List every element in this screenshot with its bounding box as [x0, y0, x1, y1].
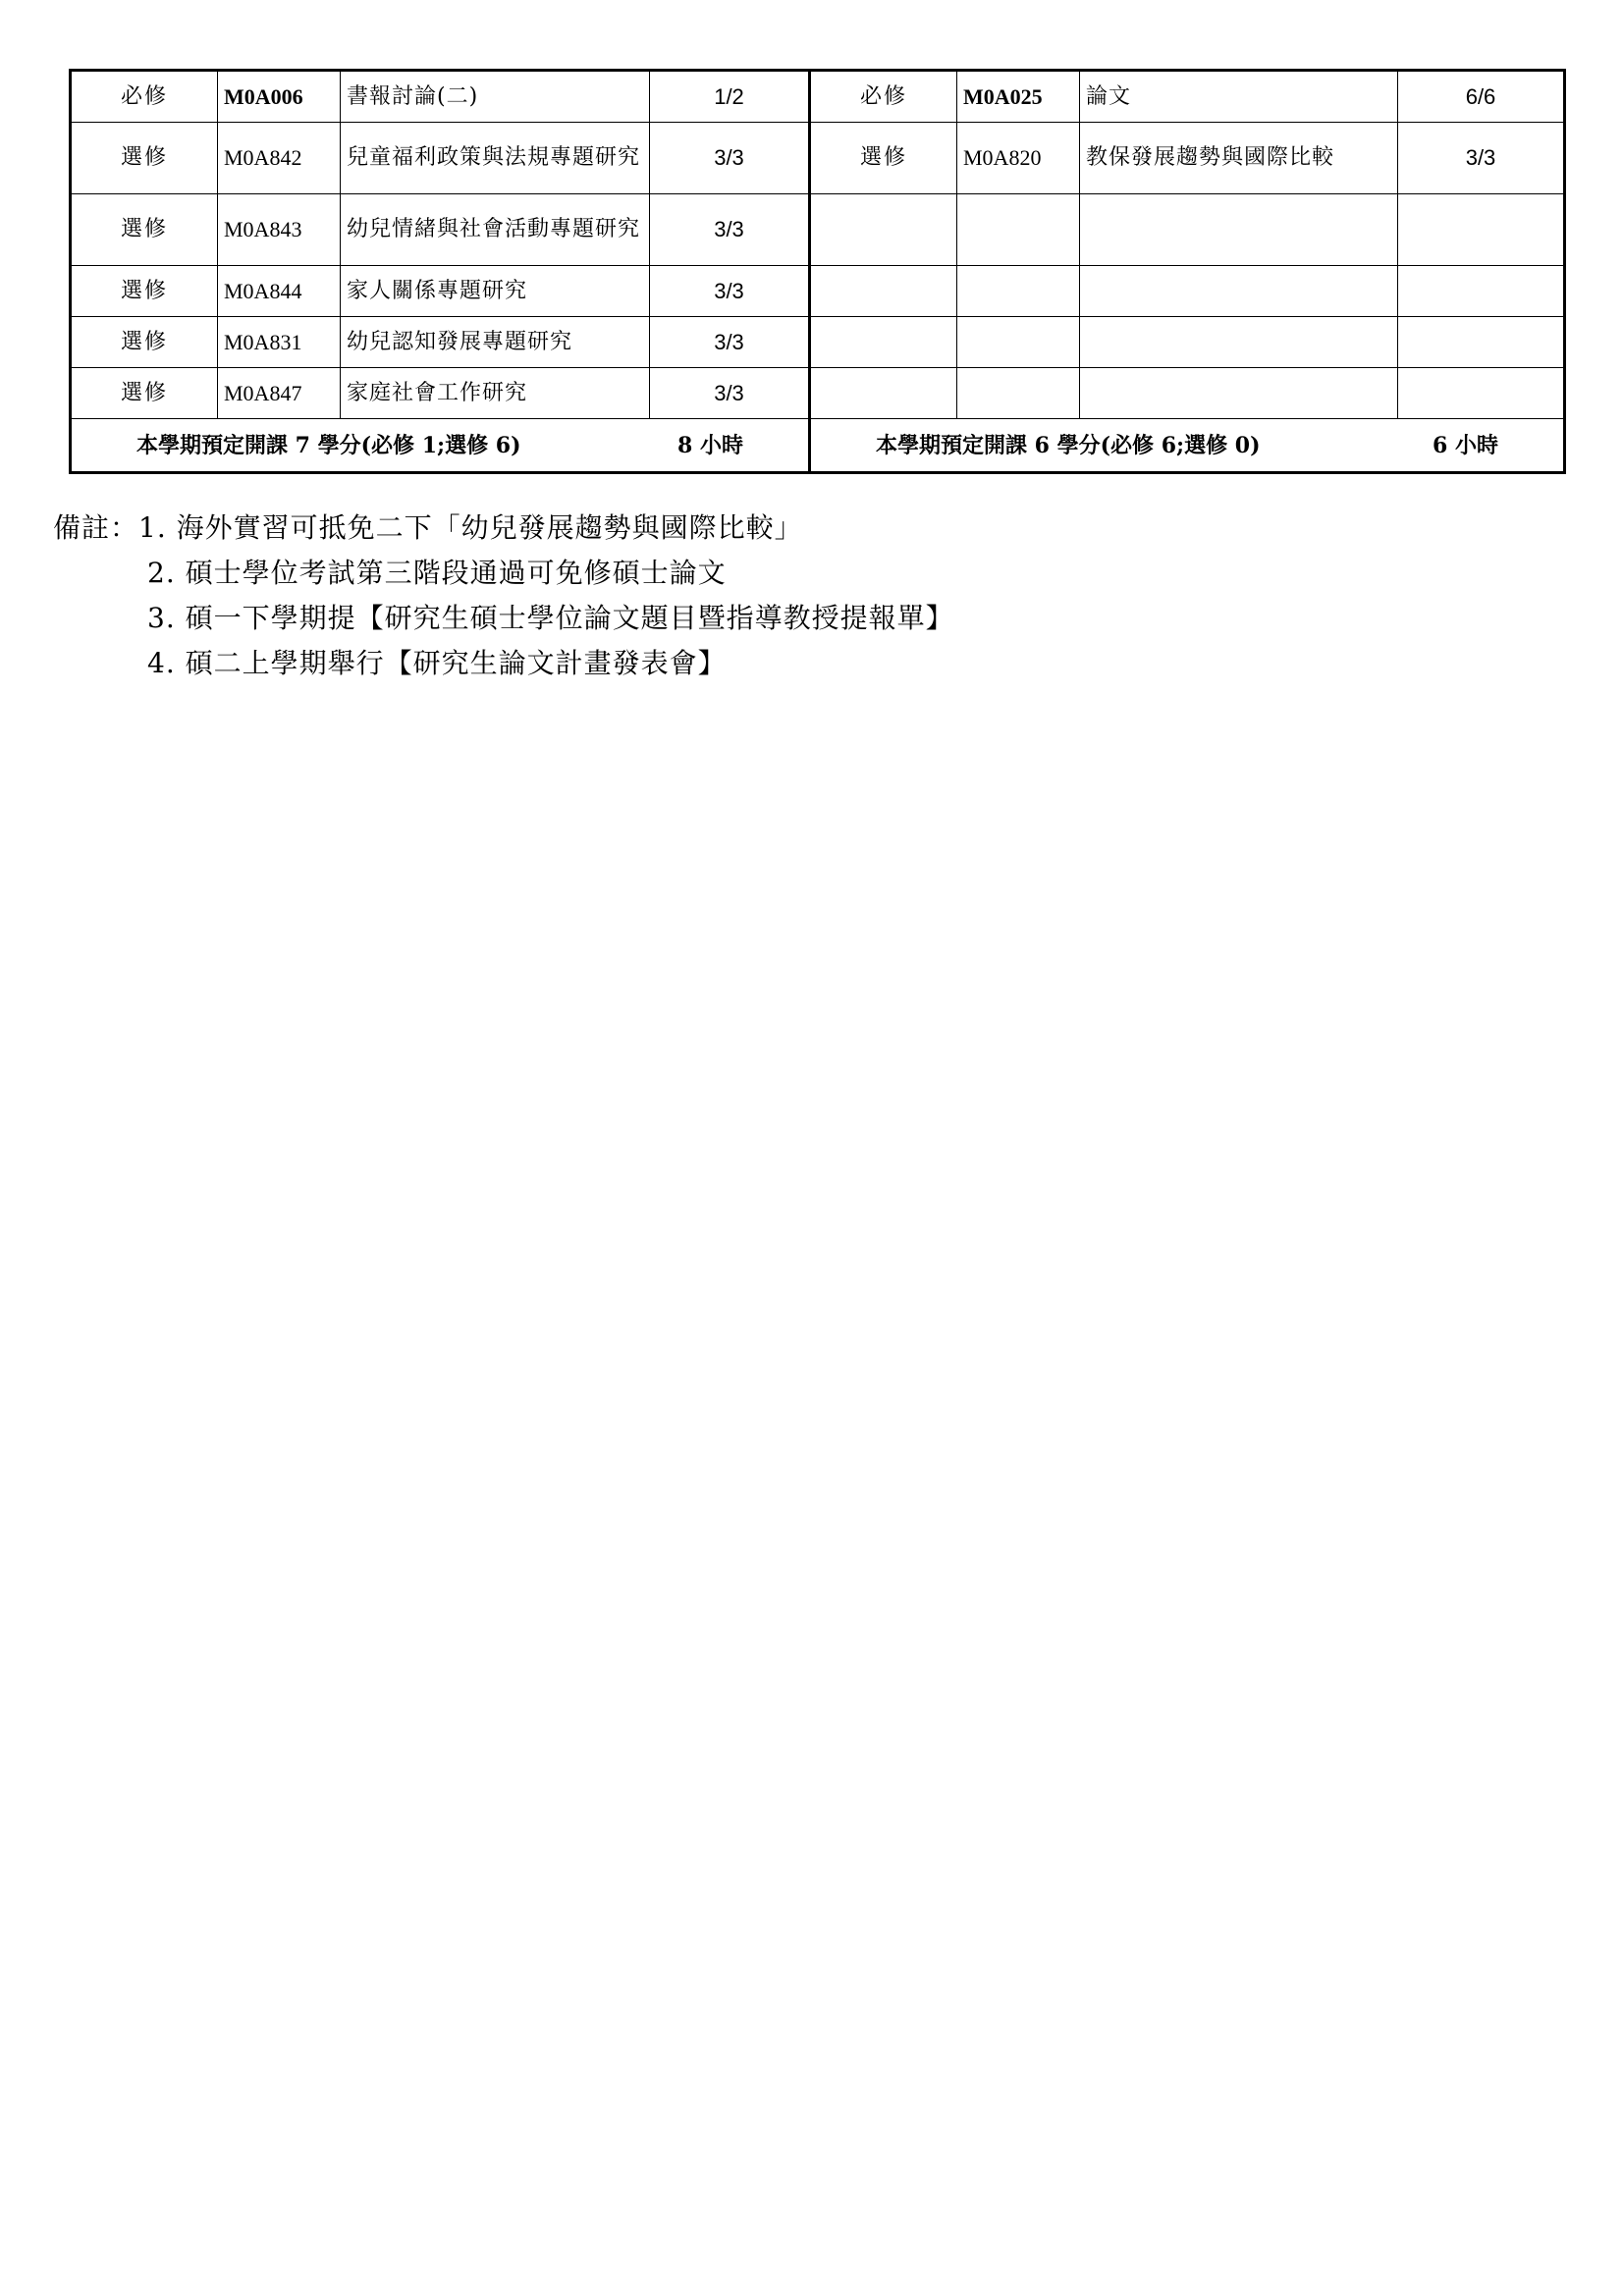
- course-type: 選修: [71, 317, 218, 368]
- course-name: [1080, 368, 1398, 419]
- course-table: [69, 69, 1566, 474]
- course-credit: 3/3: [650, 266, 810, 317]
- summary-right: [810, 419, 1565, 473]
- table-row: [71, 368, 1565, 419]
- course-code: M0A847: [218, 368, 341, 419]
- course-type: 必修: [810, 71, 957, 123]
- table-row: [71, 123, 1565, 194]
- remarks-label: 備註：: [53, 511, 139, 544]
- course-credit: 3/3: [650, 194, 810, 266]
- course-type: 選修: [810, 123, 957, 194]
- course-name: 兒童福利政策與法規專題研究: [341, 123, 650, 194]
- course-type: [810, 266, 957, 317]
- course-credit: 3/3: [650, 123, 810, 194]
- course-type: [810, 317, 957, 368]
- course-name: 幼兒認知發展專題研究: [341, 317, 650, 368]
- summary-right-credits: 本學期預定開課 6 學分(必修 6;選修 0): [876, 432, 1261, 458]
- summary-right-hours: 6 小時: [1433, 432, 1498, 458]
- course-code: [957, 266, 1080, 317]
- course-name: 幼兒情緒與社會活動專題研究: [341, 194, 650, 266]
- course-code: M0A844: [218, 266, 341, 317]
- remark-text: 1. 海外實習可抵免二下「幼兒發展趨勢與國際比較」: [138, 511, 803, 544]
- course-type: 選修: [71, 266, 218, 317]
- remark-item: 4. 碩二上學期舉行【研究生論文計畫發表會】: [147, 647, 727, 679]
- remarks-section: [53, 506, 954, 686]
- remark-item: 3. 碩一下學期提【研究生碩士學位論文題目暨指導教授提報單】: [147, 602, 954, 634]
- remark-item: 2. 碩士學位考試第三階段通過可免修碩士論文: [147, 557, 727, 589]
- course-credit: 3/3: [650, 368, 810, 419]
- course-table-container: [69, 69, 1563, 474]
- course-credit: 1/2: [650, 71, 810, 123]
- course-name: 書報討論(二): [341, 71, 650, 123]
- course-name: 教保發展趨勢與國際比較: [1080, 123, 1398, 194]
- course-credit: [1398, 194, 1565, 266]
- course-code: [957, 317, 1080, 368]
- course-code: [957, 368, 1080, 419]
- course-code: M0A006: [218, 71, 341, 123]
- table-row: [71, 317, 1565, 368]
- course-credit: 3/3: [1398, 123, 1565, 194]
- course-name: 論文: [1080, 71, 1398, 123]
- course-credit: [1398, 266, 1565, 317]
- course-credit: [1398, 368, 1565, 419]
- remark-item: [53, 506, 954, 551]
- course-type: [810, 368, 957, 419]
- table-row: [71, 266, 1565, 317]
- course-code: M0A820: [957, 123, 1080, 194]
- course-type: 選修: [71, 368, 218, 419]
- course-name: 家庭社會工作研究: [341, 368, 650, 419]
- course-code: M0A025: [957, 71, 1080, 123]
- course-name: [1080, 266, 1398, 317]
- summary-left-credits: 本學期預定開課 7 學分(必修 1;選修 6): [136, 432, 521, 458]
- table-row: [71, 71, 1565, 123]
- course-code: M0A842: [218, 123, 341, 194]
- course-code: [957, 194, 1080, 266]
- course-code: M0A831: [218, 317, 341, 368]
- course-type: 必修: [71, 71, 218, 123]
- course-type: [810, 194, 957, 266]
- summary-left-hours: 8 小時: [677, 432, 743, 458]
- table-row: [71, 194, 1565, 266]
- course-type: 選修: [71, 123, 218, 194]
- summary-row: [71, 419, 1565, 473]
- course-name: [1080, 317, 1398, 368]
- course-name: 家人關係專題研究: [341, 266, 650, 317]
- course-credit: [1398, 317, 1565, 368]
- course-credit: 6/6: [1398, 71, 1565, 123]
- course-code: M0A843: [218, 194, 341, 266]
- course-credit: 3/3: [650, 317, 810, 368]
- summary-left: [71, 419, 810, 473]
- course-name: [1080, 194, 1398, 266]
- course-type: 選修: [71, 194, 218, 266]
